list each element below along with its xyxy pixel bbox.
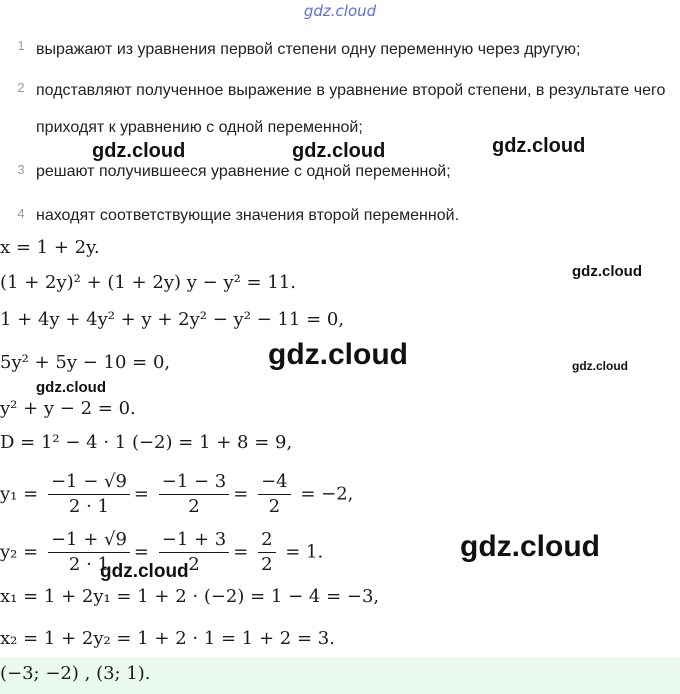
- solution-line-expanded: 1 + 4y + 4y² + y + 2y² − y² − 11 = 0,: [0, 309, 345, 330]
- watermark: gdz.cloud: [492, 135, 586, 157]
- watermark: gdz.cloud: [460, 530, 600, 563]
- denominator: 2: [188, 554, 200, 575]
- numerator: −1 + 3: [159, 528, 230, 553]
- denominator: 2 · 1: [68, 554, 109, 575]
- watermark: gdz.cloud: [268, 338, 408, 371]
- watermark: gdz.cloud: [100, 561, 189, 582]
- numerator: −1 − 3: [159, 470, 230, 495]
- denominator: 2 · 1: [68, 496, 109, 517]
- numerator: −4: [258, 470, 291, 495]
- step-text: находят соответствующие значения второй переменной.: [36, 207, 460, 224]
- denominator: 2: [188, 496, 200, 517]
- solution-line-discriminant: D = 1² − 4 · 1 (−2) = 1 + 8 = 9,: [0, 432, 293, 453]
- solution-line-quadratic: 5y² + 5y − 10 = 0,: [0, 352, 171, 373]
- numerator: −1 + √9: [48, 528, 130, 553]
- y2-result: = 1.: [285, 541, 324, 563]
- y1-lhs: y₁ =: [0, 483, 39, 505]
- solution-line-y2: y₂ = $\frac{-1 + √9}{2 \cdot 1}$ = $\frac{-1 + 3}{2}$ = $\frac{2}{2}$ = 1.: [0, 529, 324, 575]
- solution-line-equation: (1 + 2y)² + (1 + 2y) y − y² = 11.: [0, 272, 296, 293]
- watermark: gdz.cloud: [292, 140, 386, 162]
- y2-fraction-3: [258, 528, 275, 577]
- step-text: выражают из уравнения первой степени одну переменную через другую;: [36, 41, 581, 58]
- denominator: 2: [268, 496, 281, 517]
- answer-text: (−3; −2) , (3; 1).: [0, 663, 151, 684]
- watermark: gdz.cloud: [36, 379, 106, 396]
- step-number: 2: [17, 80, 25, 95]
- watermark: gdz.cloud: [92, 140, 186, 162]
- step-number: 3: [17, 162, 25, 177]
- y1-fraction-3: [258, 470, 291, 519]
- step-text: решают получившееся уравнение с одной переменной;: [36, 163, 451, 180]
- step-number: 1: [17, 38, 25, 53]
- step-number: 4: [17, 206, 25, 221]
- y1-fraction-2: [159, 470, 230, 519]
- numerator: 2: [258, 528, 275, 553]
- y1-result: = −2,: [300, 483, 354, 505]
- step-text: подставляют полученное выражение в уравнение второй степени, в результате чего приходят к уравнению с одной переменной;: [36, 82, 666, 136]
- solution-line-x1: x₁ = 1 + 2y₁ = 1 + 2 · (−2) = 1 − 4 = −3,: [0, 586, 380, 607]
- watermark: gdz.cloud: [572, 263, 642, 280]
- watermark: gdz.cloud: [572, 359, 628, 373]
- denominator: 2: [261, 554, 273, 575]
- answer-box: [0, 657, 680, 694]
- top-watermark: gdz.cloud: [303, 2, 377, 20]
- solution-line-substitution: x = 1 + 2y.: [0, 237, 100, 258]
- solution-line-x2: x₂ = 1 + 2y₂ = 1 + 2 · 1 = 1 + 2 = 3.: [0, 628, 335, 649]
- y1-fraction-1: [48, 470, 130, 519]
- y2-lhs: y₂ =: [0, 541, 39, 563]
- solution-line-reduced: y² + y − 2 = 0.: [0, 398, 136, 419]
- solution-line-y1: y₁ = $\frac{-1 - √9}{2 \cdot 1}$ = $\frac{-1 - 3}{2}$ = $\frac{-4}{2}$ = −2,: [0, 471, 354, 517]
- numerator: −1 − √9: [48, 470, 130, 495]
